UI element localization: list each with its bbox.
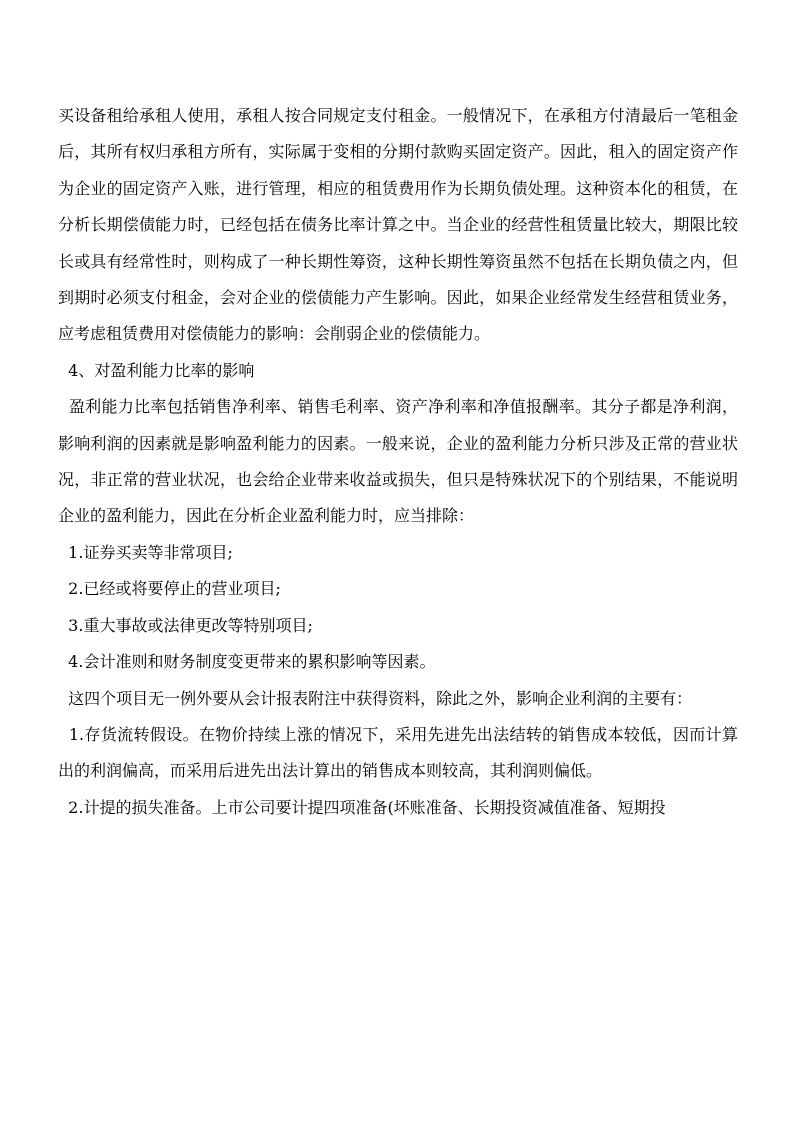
section-heading-profitability: 4、对盈利能力比率的影响 [58,360,255,380]
list-item-4: 4.会计准则和财务制度变更带来的累积影响等因素。 [58,652,436,672]
paragraph-lease: 买设备租给承租人使用，承租人按合同规定支付租金。一般情况下，在承租方付清最后一笔租金后，其所有权归承租方所有，实际属于变相的分期付款购买固定资产。因此，租入的固定资产作为企业的固定资产入账，进行管理，相应的租赁费用作为长期负债处理。这种资本化的租赁，在分析长期偿债能力时，已经包括在债务比率计算之中。当企业的经营性租赁量比较大，期限比较长或具有经常性时，则构成了一种长期性筹资，这种长期性筹资虽然不包括在长期负债之内，但到期时必须支付租金，会对企业的偿债能力产生影响。因此，如果企业经常发生经营租赁业务，应考虑租赁费用对偿债能力的影响：会削弱企业的偿债能力。 [58,106,738,344]
document-body [58,98,738,826]
list-item-3: 3.重大事故或法律更改等特别项目; [58,615,313,635]
paragraph-profitability-ratios: 盈利能力比率包括销售净利率、销售毛利率、资产净利率和净值报酬率。其分子都是净利润，影响利润的因素就是影响盈利能力的因素。一般来说，企业的盈利能力分析只涉及正常的营业状况，非正常的营业状况，也会给企业带来收益或损失，但只是特殊状况下的个别结果，不能说明企业的盈利能力，因此在分析企业盈利能力时，应当排除： [58,397,738,526]
list-item-provisions: 2.计提的损失准备。上市公司要计提四项准备(坏账准备、长期投资减值准备、短期投 [58,797,666,817]
list-item-2: 2.已经或将要停止的营业项目; [58,579,281,599]
paragraph-four-items: 这四个项目无一例外要从会计报表附注中获得资料，除此之外，影响企业利润的主要有： [58,688,693,708]
list-item-1: 1.证券买卖等非常项目; [58,542,233,562]
list-item-inventory: 1.存货流转假设。在物价持续上涨的情况下，采用先进先出法结转的销售成本较低，因而计算出的利润偏高，而采用后进先出法计算出的销售成本则较高，其利润则偏低。 [58,724,738,781]
